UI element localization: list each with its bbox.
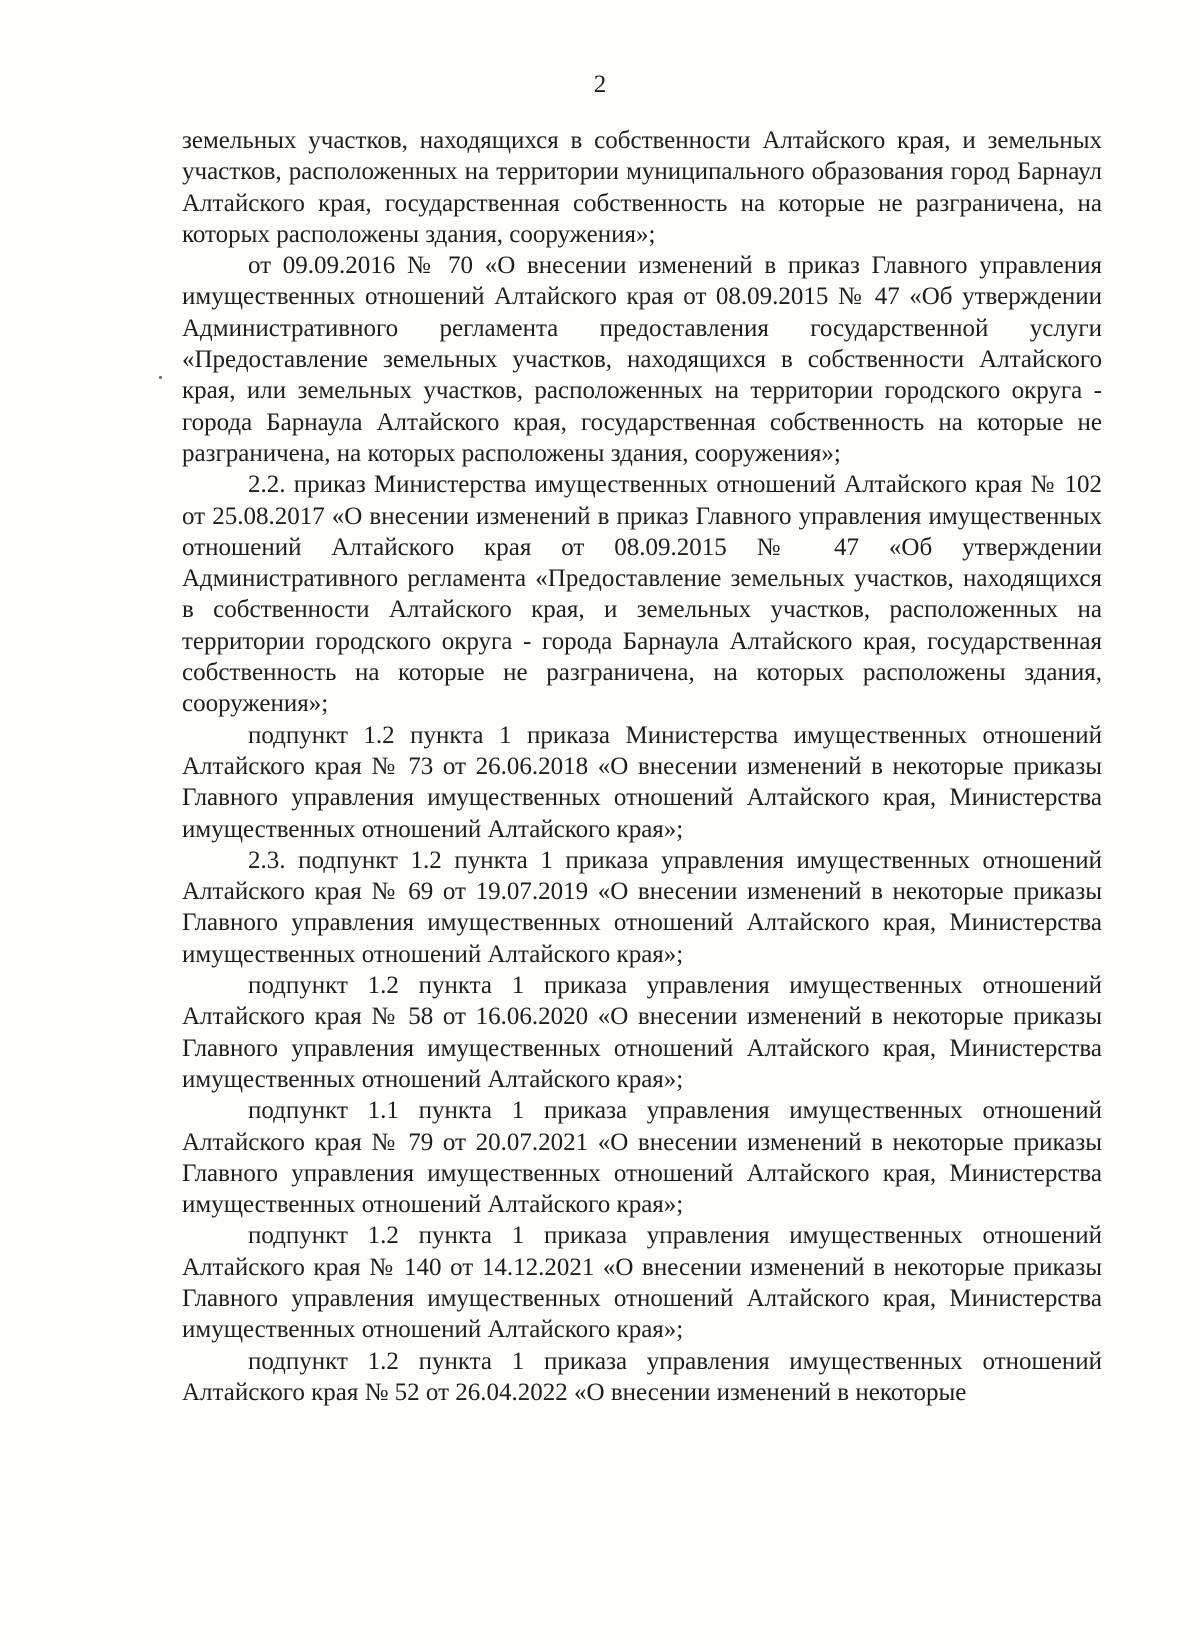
paragraph-order-79: подпункт 1.1 пункта 1 приказа управления имущественных отношений Алтайского края № 79 от 20.07.2021 «О внесении изменений в некоторые приказы Главного управления имущественных отношений Алтайского края, Министерства имущественных отношений Алтайского края»; xyxy=(182,1097,1102,1219)
paragraph-order-70: от 09.09.2016 № 70 «О внесении изменений в приказ Главного управления имущественных отношений Алтайского края от 08.09.2015 № 47 «Об утверждении Административного регламента предоставления государственной услуги «Предоставление земельных участков, находящихся в собственности Алтайского края, или земельных участков, расположенных на территории городского округа - города Барнаула Алтайского края, государственная собственность на которые не разграничена, на которых расположены здания, сооружения»; xyxy=(182,252,1102,467)
paragraph-item-2-3: 2.3. подпункт 1.2 пункта 1 приказа управления имущественных отношений Алтайского края № 69 от 19.07.2019 «О внесении изменений в некоторые приказы Главного управления имущественных отношений Алтайского края, Министерства имущественных отношений Алтайского края»; xyxy=(182,846,1102,968)
paragraph-order-140: подпункт 1.2 пункта 1 приказа управления имущественных отношений Алтайского края № 140 от 14.12.2021 «О внесении изменений в некоторые приказы Главного управления имущественных отношений Алтайского края, Министерства имущественных отношений Алтайского края»; xyxy=(182,1222,1102,1344)
page-number: 2 xyxy=(593,71,607,98)
scan-speck xyxy=(159,376,162,379)
paragraph-item-2-2: 2.2. приказ Министерства имущественных отношений Алтайского края № 102 от 25.08.2017 «О внесении изменений в приказ Главного управления имущественных отношений Алтайского края от 08.09.2015 № 47 «Об утверждении Административного регламента «Предоставление земельных участков, находящихся в собственности Алтайского края, и земельных участков, расположенных на территории городского округа - города Барнаула Алтайского края, государственная собственность на которые не разграничена, на которых расположены здания, сооружения»; xyxy=(182,471,1102,718)
document-body xyxy=(182,125,1102,1408)
paragraph-order-52: подпункт 1.2 пункта 1 приказа управления имущественных отношений Алтайского края № 52 от 26.04.2022 «О внесении изменений в некоторые xyxy=(182,1347,1102,1406)
paragraph-continuation: земельных участков, находящихся в собственности Алтайского края, и земельных участков, расположенных на территории муниципального образования город Барнаул Алтайского края, государственная собственность на которые не разграничена, на которых расположены здания, сооружения»; xyxy=(182,127,1102,248)
paragraph-order-58: подпункт 1.2 пункта 1 приказа управления имущественных отношений Алтайского края № 58 от 16.06.2020 «О внесении изменений в некоторые приказы Главного управления имущественных отношений Алтайского края, Министерства имущественных отношений Алтайского края»; xyxy=(182,972,1102,1093)
paragraph-order-73: подпункт 1.2 пункта 1 приказа Министерства имущественных отношений Алтайского края № 73 от 26.06.2018 «О внесении изменений в некоторые приказы Главного управления имущественных отношений Алтайского края, Министерства имущественных отношений Алтайского края»; xyxy=(182,721,1102,843)
